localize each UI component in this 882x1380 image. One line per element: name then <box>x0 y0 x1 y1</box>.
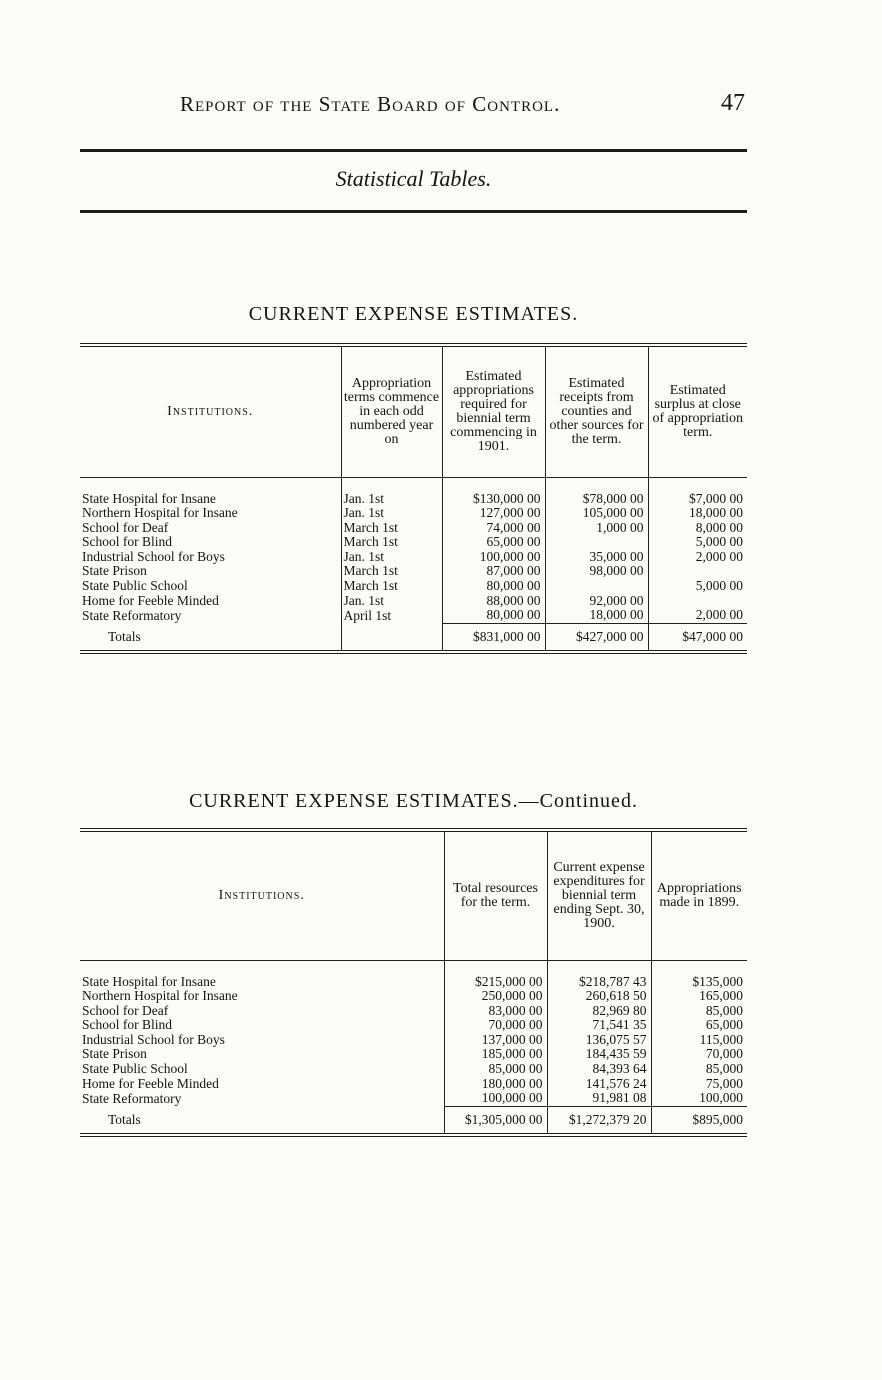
total-resources: 180,000 00 <box>444 1077 547 1092</box>
term-start: Jan. 1st <box>341 492 442 507</box>
estimated-receipts: 98,000 00 <box>545 564 648 579</box>
total-resources: 70,000 00 <box>444 1018 547 1033</box>
institution-name: State Public School <box>82 579 188 594</box>
estimated-receipts <box>545 579 648 594</box>
appropriations-1899: 115,000 <box>651 1033 747 1048</box>
term-start: Jan. 1st <box>341 594 442 609</box>
expenditures: 91,981 08 <box>547 1091 651 1106</box>
term-start: Jan. 1st <box>341 550 442 565</box>
table1-caption: CURRENT EXPENSE ESTIMATES. <box>248 303 579 325</box>
estimated-receipts: 105,000 00 <box>545 506 648 521</box>
total-resources: 137,000 00 <box>444 1033 547 1048</box>
table2-header-row <box>80 830 747 960</box>
institution-name: School for Blind <box>82 1018 172 1033</box>
appropriations-1899: $135,000 <box>651 975 747 990</box>
table-row <box>80 989 747 1004</box>
table-row <box>80 594 747 609</box>
table-row <box>80 492 747 507</box>
table2-totals-row <box>80 1106 747 1135</box>
institution-name: Home for Feeble Minded <box>82 593 219 608</box>
expenditures: $218,787 43 <box>547 975 651 990</box>
estimated-surplus: $7,000 00 <box>648 492 747 507</box>
expenditures: 141,576 24 <box>547 1077 651 1092</box>
estimated-appropriation: 80,000 00 <box>442 579 545 594</box>
expenditures: 71,541 35 <box>547 1018 651 1033</box>
term-start: April 1st <box>341 608 442 623</box>
page-header <box>180 92 745 122</box>
estimated-receipts: 35,000 00 <box>545 550 648 565</box>
total-resources: 85,000 00 <box>444 1062 547 1077</box>
table-row <box>80 550 747 565</box>
total-resources: $215,000 00 <box>444 975 547 990</box>
table2-spacer <box>80 960 747 975</box>
table1-current-expense-estimates <box>80 343 747 654</box>
totals-estimated-receipts: $427,000 00 <box>545 623 648 652</box>
table1-header-estimated-receipts: Estimated receipts from counties and other sources for the term. <box>545 345 648 477</box>
institution-name: State Hospital for Insane <box>82 491 216 506</box>
estimated-receipts: 18,000 00 <box>545 608 648 623</box>
total-resources: 185,000 00 <box>444 1047 547 1062</box>
institution-name: Industrial School for Boys <box>82 1032 225 1047</box>
total-resources: 83,000 00 <box>444 1004 547 1019</box>
expenditures: 260,618 50 <box>547 989 651 1004</box>
table2-header-institutions: Institutions. <box>80 830 444 960</box>
table-row <box>80 564 747 579</box>
table2-header-appropriations-1899: Appropriations made in 1899. <box>651 830 747 960</box>
table-row <box>80 521 747 536</box>
totals-expenditures: $1,272,379 20 <box>547 1106 651 1135</box>
estimated-surplus: 2,000 00 <box>648 608 747 623</box>
table2-header-expenditures: Current expense expenditures for biennial term ending Sept. 30, 1900. <box>547 830 651 960</box>
appropriations-1899: 70,000 <box>651 1047 747 1062</box>
estimated-surplus: 5,000 00 <box>648 579 747 594</box>
estimated-appropriation: 80,000 00 <box>442 608 545 623</box>
term-start: March 1st <box>341 579 442 594</box>
institution-name: Industrial School for Boys <box>82 549 225 564</box>
table1-header-term-start: Appropriation terms commence in each odd numbered year on <box>341 345 442 477</box>
total-resources: 250,000 00 <box>444 989 547 1004</box>
appropriations-1899: 165,000 <box>651 989 747 1004</box>
estimated-appropriation: 127,000 00 <box>442 506 545 521</box>
estimated-surplus <box>648 564 747 579</box>
expenditures: 184,435 59 <box>547 1047 651 1062</box>
table-row <box>80 1033 747 1048</box>
totals-appropriations-1899: $895,000 <box>651 1106 747 1135</box>
estimated-appropriation: 87,000 00 <box>442 564 545 579</box>
table-row <box>80 535 747 550</box>
institution-name: Northern Hospital for Insane <box>82 506 238 521</box>
table-row <box>80 1077 747 1092</box>
term-start: March 1st <box>341 535 442 550</box>
appropriations-1899: 65,000 <box>651 1018 747 1033</box>
institution-name: State Prison <box>82 1047 147 1062</box>
expenditures: 84,393 64 <box>547 1062 651 1077</box>
table-row <box>80 1047 747 1062</box>
appropriations-1899: 75,000 <box>651 1077 747 1092</box>
page-number: 47 <box>721 90 745 116</box>
appropriations-1899: 85,000 <box>651 1062 747 1077</box>
totals-label: Totals <box>108 1111 141 1127</box>
estimated-appropriation: 65,000 00 <box>442 535 545 550</box>
header-rule-bottom <box>80 210 747 213</box>
table2-current-expense-estimates-continued <box>80 828 747 1137</box>
institution-name: State Reformatory <box>82 1091 182 1106</box>
table-row <box>80 506 747 521</box>
estimated-appropriation: $130,000 00 <box>442 492 545 507</box>
estimated-appropriation: 88,000 00 <box>442 594 545 609</box>
table-row <box>80 579 747 594</box>
appropriations-1899: 100,000 <box>651 1091 747 1106</box>
table1-header-estimated-surplus: Estimated surplus at close of appropriation term. <box>648 345 747 477</box>
totals-term-start <box>341 623 442 652</box>
table-row <box>80 1062 747 1077</box>
institution-name: State Prison <box>82 564 147 579</box>
term-start: Jan. 1st <box>341 506 442 521</box>
institution-name: Northern Hospital for Insane <box>82 989 238 1004</box>
table2-header-total-resources: Total resources for the term. <box>444 830 547 960</box>
estimated-receipts: 92,000 00 <box>545 594 648 609</box>
section-title: Statistical Tables. <box>335 166 492 191</box>
institution-name: State Hospital for Insane <box>82 974 216 989</box>
running-title: Report of the State Board of Control. <box>180 92 561 116</box>
totals-label: Totals <box>108 628 141 644</box>
table1-header-estimated-appropriations: Estimated appropriations required for biennial term commencing in 1901. <box>442 345 545 477</box>
appropriations-1899: 85,000 <box>651 1004 747 1019</box>
table-row <box>80 975 747 990</box>
table-row <box>80 1004 747 1019</box>
term-start: March 1st <box>341 521 442 536</box>
institution-name: School for Blind <box>82 535 172 550</box>
expenditures: 82,969 80 <box>547 1004 651 1019</box>
table-row <box>80 1091 747 1106</box>
institution-name: State Public School <box>82 1062 188 1077</box>
estimated-surplus <box>648 594 747 609</box>
estimated-appropriation: 74,000 00 <box>442 521 545 536</box>
institution-name: School for Deaf <box>82 520 169 535</box>
total-resources: 100,000 00 <box>444 1091 547 1106</box>
expenditures: 136,075 57 <box>547 1033 651 1048</box>
term-start: March 1st <box>341 564 442 579</box>
estimated-surplus: 2,000 00 <box>648 550 747 565</box>
table-row <box>80 1018 747 1033</box>
header-rule-top <box>80 149 747 152</box>
totals-estimated-surplus: $47,000 00 <box>648 623 747 652</box>
estimated-surplus: 8,000 00 <box>648 521 747 536</box>
table2-caption: CURRENT EXPENSE ESTIMATES.—Continued. <box>189 790 638 812</box>
table1-header-row <box>80 345 747 477</box>
totals-total-resources: $1,305,000 00 <box>444 1106 547 1135</box>
table-row <box>80 608 747 623</box>
estimated-surplus: 5,000 00 <box>648 535 747 550</box>
estimated-receipts: 1,000 00 <box>545 521 648 536</box>
table1-totals-row <box>80 623 747 652</box>
table1-spacer <box>80 477 747 492</box>
institution-name: Home for Feeble Minded <box>82 1076 219 1091</box>
estimated-surplus: 18,000 00 <box>648 506 747 521</box>
table1-header-institutions: Institutions. <box>80 345 341 477</box>
estimated-receipts: $78,000 00 <box>545 492 648 507</box>
estimated-receipts <box>545 535 648 550</box>
institution-name: State Reformatory <box>82 608 182 623</box>
estimated-appropriation: 100,000 00 <box>442 550 545 565</box>
totals-estimated-appropriation: $831,000 00 <box>442 623 545 652</box>
institution-name: School for Deaf <box>82 1003 169 1018</box>
